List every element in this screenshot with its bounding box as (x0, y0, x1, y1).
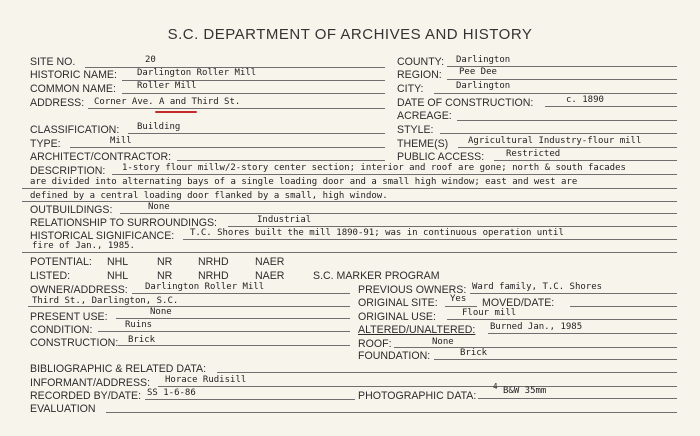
type-value: Mill (110, 136, 132, 146)
potential-option-nrhd[interactable]: NRHD (198, 256, 229, 268)
themes-line (458, 147, 677, 148)
owner-address-label: OWNER/ADDRESS: (30, 284, 128, 296)
original-site-line (445, 306, 477, 307)
common-name-value: Roller Mill (137, 81, 197, 91)
city-label: CITY: (397, 83, 424, 95)
address-label: ADDRESS: (30, 97, 85, 109)
historical-significance-rule-2 (22, 252, 677, 253)
roof-label: ROOF: (358, 338, 392, 350)
potential-option-naer[interactable]: NAER (255, 256, 285, 268)
photographic-data-label: PHOTOGRAPHIC DATA: (358, 390, 477, 402)
previous-owners-value: Ward family, T.C. Shores (472, 282, 603, 292)
present-use-line (116, 318, 350, 319)
roof-line (394, 347, 677, 348)
relationship-value: Industrial (257, 215, 312, 225)
themes-label: THEME(S) (397, 138, 449, 150)
altered-line (488, 333, 677, 334)
historic-name-value: Darlington Roller Mill (137, 68, 257, 78)
present-use-value: None (150, 307, 172, 317)
site-no-value: 20 (145, 55, 156, 65)
foundation-label: FOUNDATION: (358, 350, 431, 362)
description-line-3: defined by a central loading door flanked by a small, high window. (30, 191, 388, 201)
photo-count-value: 4 (493, 382, 498, 391)
description-rule-2 (22, 188, 677, 189)
condition-label: CONDITION: (30, 324, 93, 336)
public-access-label: PUBLIC ACCESS: (397, 151, 485, 163)
potential-option-nr[interactable]: NR (157, 256, 173, 268)
potential-option-nhl[interactable]: NHL (107, 256, 129, 268)
county-label: COUNTY: (397, 56, 445, 68)
type-label: TYPE: (30, 138, 61, 150)
region-value: Pee Dee (459, 67, 497, 77)
altered-value: Burned Jan., 1985 (490, 322, 583, 332)
bibliographic-label: BIBLIOGRAPHIC & RELATED DATA: (30, 363, 207, 375)
acreage-line (457, 120, 677, 121)
architect-label: ARCHITECT/CONTRACTOR: (30, 151, 172, 163)
public-access-line (494, 160, 677, 161)
acreage-label: ACREAGE: (397, 110, 452, 122)
date-of-construction-line (545, 106, 677, 107)
page-title: S.C. DEPARTMENT OF ARCHIVES AND HISTORY (167, 26, 533, 43)
informant-label: INFORMANT/ADDRESS: (30, 377, 151, 389)
evaluation-line (106, 412, 677, 413)
marker-program-label: S.C. MARKER PROGRAM (313, 270, 440, 282)
condition-value: Ruins (125, 320, 153, 330)
common-name-line (122, 93, 385, 94)
outbuildings-line (120, 213, 677, 214)
type-line (70, 147, 385, 148)
themes-value: Agricultural Industry-flour mill (468, 136, 642, 146)
historical-significance-line-2: fire of Jan., 1985. (32, 241, 135, 251)
architect-line (177, 160, 385, 161)
original-use-line (447, 319, 677, 320)
evaluation-label: EVALUATION (30, 403, 96, 415)
moved-date-line (570, 306, 677, 307)
outbuildings-value: None (148, 202, 170, 212)
city-value: Darlington (456, 81, 511, 91)
public-access-value: Restricted (506, 149, 561, 159)
relationship-line (228, 226, 677, 227)
county-value: Darlington (456, 55, 511, 65)
original-use-value: Flour mill (462, 308, 517, 318)
photo-format-value: B&W 35mm (503, 386, 547, 396)
description-label: DESCRIPTION: (30, 165, 106, 177)
listed-label: LISTED: (30, 270, 71, 282)
recorded-by-line (145, 399, 355, 400)
description-line-2: are divided into alternating bays of a single loading door and a small high window; east and west are (30, 177, 578, 187)
owner-address-rule-2 (28, 306, 350, 307)
description-rule-1 (112, 174, 677, 175)
listed-option-nhl[interactable]: NHL (107, 270, 129, 282)
owner-address-rule-1 (132, 293, 350, 294)
historic-name-label: HISTORIC NAME: (30, 69, 117, 81)
foundation-value: Brick (460, 348, 488, 358)
address-value: Corner Ave. A and Third St. (94, 97, 241, 107)
moved-date-label: MOVED/DATE: (482, 297, 555, 309)
city-line (434, 93, 677, 94)
previous-owners-line (470, 293, 677, 294)
address-red-underline (155, 111, 197, 113)
original-use-label: ORIGINAL USE: (358, 311, 436, 323)
condition-line (98, 331, 350, 332)
historical-significance-line-1: T.C. Shores built the mill 1890-91; was in continuous operation until (190, 228, 564, 238)
classification-value: Building (137, 122, 181, 132)
bibliographic-line (217, 372, 677, 373)
informant-line (158, 386, 677, 387)
classification-line (128, 133, 385, 134)
address-line (88, 108, 385, 109)
construction-line (118, 345, 350, 346)
foundation-line (434, 359, 677, 360)
description-rule-3 (22, 201, 677, 202)
listed-option-naer[interactable]: NAER (255, 270, 285, 282)
style-label: STYLE: (397, 124, 434, 136)
region-label: REGION: (397, 69, 442, 81)
roof-value: None (432, 337, 454, 347)
historical-significance-rule-1 (183, 239, 677, 240)
present-use-label: PRESENT USE: (30, 311, 108, 323)
informant-value: Horace Rudisill (165, 375, 247, 385)
original-site-value: Yes (450, 294, 467, 304)
listed-option-nr[interactable]: NR (157, 270, 173, 282)
previous-owners-label: PREVIOUS OWNERS: (358, 284, 467, 296)
construction-label: CONSTRUCTION: (30, 337, 119, 349)
altered-label: ALTERED/UNALTERED: (358, 324, 476, 336)
relationship-label: RELATIONSHIP TO SURROUNDINGS: (30, 217, 217, 229)
owner-address-line-1: Darlington Roller Mill (145, 282, 265, 292)
site-no-label: SITE NO. (30, 56, 76, 68)
style-line (440, 133, 677, 134)
date-of-construction-value: c. 1890 (566, 95, 604, 105)
original-site-label: ORIGINAL SITE: (358, 297, 438, 309)
construction-value: Brick (128, 335, 156, 345)
photographic-data-line (478, 398, 677, 399)
description-line-1: 1-story flour millw/2-story center section; interior and roof are gone; north & south facades (122, 163, 626, 173)
historical-significance-label: HISTORICAL SIGNIFICANCE: (30, 230, 175, 242)
owner-address-line-2: Third St., Darlington, S.C. (32, 296, 179, 306)
region-line (447, 79, 677, 80)
recorded-by-value: SS 1-6-86 (147, 388, 196, 398)
classification-label: CLASSIFICATION: (30, 124, 120, 136)
recorded-by-label: RECORDED BY/DATE: (30, 390, 142, 402)
outbuildings-label: OUTBUILDINGS: (30, 204, 113, 216)
date-of-construction-label: DATE OF CONSTRUCTION: (397, 97, 534, 109)
common-name-label: COMMON NAME: (30, 83, 116, 95)
listed-option-nrhd[interactable]: NRHD (198, 270, 229, 282)
potential-label: POTENTIAL: (30, 256, 92, 268)
